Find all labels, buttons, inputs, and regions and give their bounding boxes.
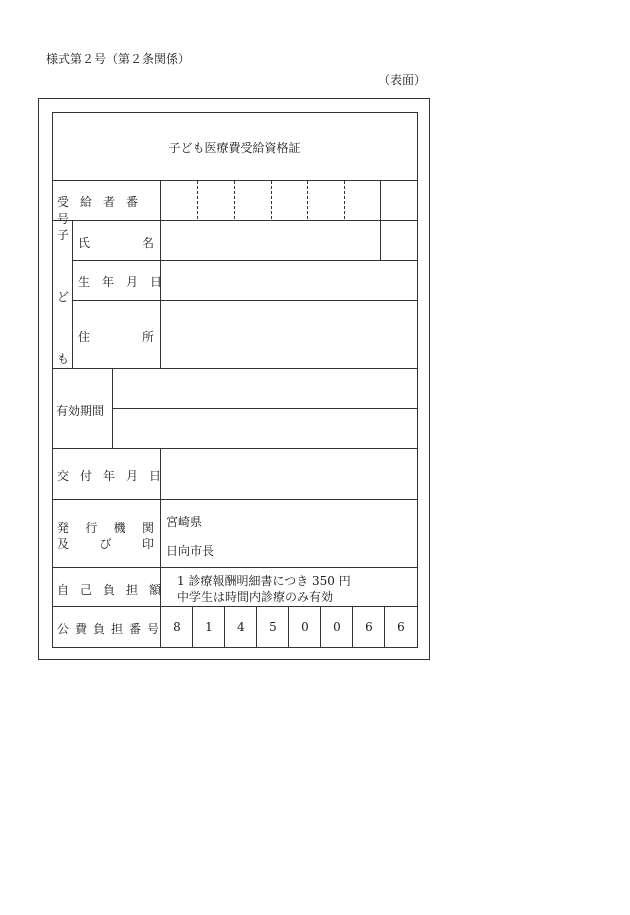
name-label-part-2: 名 — [141, 236, 154, 250]
child-label-char-3: も — [57, 352, 70, 366]
public-number-digit: 4 — [237, 620, 245, 634]
child-label-char-1: 子 — [57, 228, 70, 242]
copay-label: 自己負担額 — [57, 583, 173, 597]
issuer-label-char: び — [99, 537, 112, 551]
public-expense-number-label: 公費負担番号 — [57, 622, 166, 636]
validity-period-label: 有効期間 — [56, 404, 105, 418]
public-number-digit: 0 — [333, 620, 341, 634]
recipient-number-label: 受給者番号 — [57, 195, 150, 226]
birthdate-label: 生年月日 — [78, 275, 175, 289]
public-number-digit: 8 — [173, 620, 181, 634]
copay-note: 中学生は時間内診療のみ有効 — [177, 590, 334, 604]
child-label-char-2: ど — [57, 290, 70, 304]
issuer-label-line-1 — [57, 519, 154, 536]
public-number-digit: 1 — [205, 620, 213, 634]
address-label-part-1: 住 — [78, 330, 91, 344]
public-number-digit: 5 — [269, 620, 277, 634]
issuer-label-char: 機 — [113, 521, 126, 535]
name-label — [78, 234, 154, 251]
issuer-mayor: 日向市長 — [166, 544, 215, 558]
issuer-prefecture: 宮崎県 — [166, 515, 203, 529]
issuer-label-char: 関 — [141, 521, 154, 535]
issuer-label-char: 印 — [141, 537, 154, 551]
issuer-label-line-2 — [57, 535, 154, 552]
issuer-label-char: 行 — [85, 521, 98, 535]
card-title: 子ども医療費受給資格証 — [168, 141, 301, 155]
public-number-digit: 6 — [365, 620, 373, 634]
name-label-part-1: 氏 — [78, 236, 91, 250]
copay-amount: 1 診療報酬明細書につき 350 円 — [177, 574, 351, 588]
issuer-label-char: 及 — [57, 537, 70, 551]
front-side-label: （表面） — [378, 73, 427, 87]
address-label-part-2: 所 — [141, 330, 154, 344]
public-number-digit: 6 — [397, 620, 405, 634]
form-number-label: 様式第２号（第２条関係） — [46, 52, 191, 66]
issue-date-label: 交付年月日 — [57, 469, 173, 483]
issuer-label-char: 発 — [57, 521, 70, 535]
address-label — [78, 328, 154, 345]
public-number-digit: 0 — [301, 620, 309, 634]
